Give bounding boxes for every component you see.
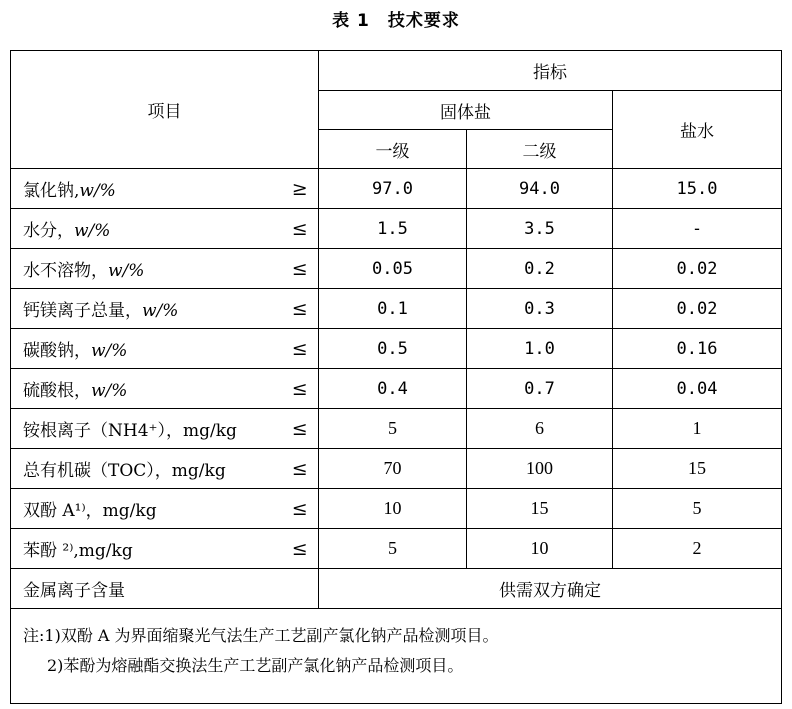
- value-grade1: 0.4: [319, 369, 467, 409]
- value-grade2: 1.0: [467, 329, 613, 369]
- value-grade1: 5: [319, 409, 467, 449]
- technical-requirements-table: [10, 50, 782, 704]
- value-brine: 0.16: [613, 329, 782, 369]
- value-brine: 0.04: [613, 369, 782, 409]
- row-unit: w/%: [74, 221, 111, 241]
- row-unit: w/%: [91, 341, 128, 361]
- row-name: 碳酸钠，w/%: [11, 329, 282, 369]
- row-operator: ≤: [282, 489, 319, 529]
- value-grade2: 6: [467, 409, 613, 449]
- value-grade1: 0.1: [319, 289, 467, 329]
- table-title: [0, 6, 792, 31]
- table-row: [11, 369, 782, 409]
- value-brine: 15: [613, 449, 782, 489]
- table-row: [11, 529, 782, 569]
- value-brine: -: [613, 209, 782, 249]
- value-grade1: 10: [319, 489, 467, 529]
- value-grade2: 3.5: [467, 209, 613, 249]
- header-grade2: 二级: [467, 130, 613, 169]
- value-brine: 5: [613, 489, 782, 529]
- value-grade2: 15: [467, 489, 613, 529]
- value-brine: 0.02: [613, 289, 782, 329]
- row-operator: ≤: [282, 249, 319, 289]
- row-operator: ≤: [282, 329, 319, 369]
- value-grade2: 100: [467, 449, 613, 489]
- row-operator: ≤: [282, 449, 319, 489]
- metal-ion-row: [11, 569, 782, 609]
- row-operator: ≤: [282, 369, 319, 409]
- row-unit: w/%: [91, 381, 128, 401]
- row-name: 双酚 A¹⁾，mg/kg: [11, 489, 282, 529]
- value-brine: 2: [613, 529, 782, 569]
- note-1: 注:1)双酚 A 为界面缩聚光气法生产工艺副产氯化钠产品检测项目。: [23, 626, 499, 645]
- value-grade1: 5: [319, 529, 467, 569]
- value-grade1: 1.5: [319, 209, 467, 249]
- table-row: [11, 289, 782, 329]
- header-item: 项目: [11, 51, 319, 169]
- row-name: 总有机碳（TOC），mg/kg: [11, 449, 282, 489]
- table-row: [11, 209, 782, 249]
- table-row: [11, 409, 782, 449]
- metal-ion-value: 供需双方确定: [319, 569, 782, 609]
- row-name: 苯酚 ²⁾,mg/kg: [11, 529, 282, 569]
- row-operator: ≤: [282, 209, 319, 249]
- value-grade1: 70: [319, 449, 467, 489]
- table-caption: 技术要求: [387, 11, 460, 31]
- value-grade1: 0.05: [319, 249, 467, 289]
- value-grade2: 0.3: [467, 289, 613, 329]
- row-operator: ≤: [282, 409, 319, 449]
- table-row: [11, 449, 782, 489]
- header-brine: 盐水: [613, 91, 782, 169]
- value-brine: 0.02: [613, 249, 782, 289]
- row-operator: ≥: [282, 169, 319, 209]
- row-unit: w/%: [142, 301, 179, 321]
- row-unit: w/%: [108, 261, 145, 281]
- row-name: 氯化钠,w/%: [11, 169, 282, 209]
- header-indicator: 指标: [319, 51, 782, 91]
- row-name: 水不溶物，w/%: [11, 249, 282, 289]
- value-grade2: 0.7: [467, 369, 613, 409]
- row-name: 铵根离子（NH4⁺），mg/kg: [11, 409, 282, 449]
- value-grade1: 0.5: [319, 329, 467, 369]
- table-row: [11, 329, 782, 369]
- value-grade1: 97.0: [319, 169, 467, 209]
- table-number: 表 1: [332, 11, 370, 31]
- value-grade2: 94.0: [467, 169, 613, 209]
- row-operator: ≤: [282, 289, 319, 329]
- row-unit: w/%: [79, 181, 116, 201]
- value-brine: 1: [613, 409, 782, 449]
- row-operator: ≤: [282, 529, 319, 569]
- row-name: 水分，w/%: [11, 209, 282, 249]
- row-name: 钙镁离子总量，w/%: [11, 289, 282, 329]
- note-2: 2)苯酚为熔融酯交换法生产工艺副产氯化钠产品检测项目。: [47, 656, 464, 675]
- header-solid-salt: 固体盐: [319, 91, 613, 130]
- table-row: [11, 489, 782, 529]
- value-grade2: 10: [467, 529, 613, 569]
- table-notes: [11, 609, 782, 704]
- header-grade1: 一级: [319, 130, 467, 169]
- row-name: 金属离子含量: [11, 569, 319, 609]
- row-name: 硫酸根，w/%: [11, 369, 282, 409]
- value-brine: 15.0: [613, 169, 782, 209]
- table-row: [11, 249, 782, 289]
- value-grade2: 0.2: [467, 249, 613, 289]
- table-row: [11, 169, 782, 209]
